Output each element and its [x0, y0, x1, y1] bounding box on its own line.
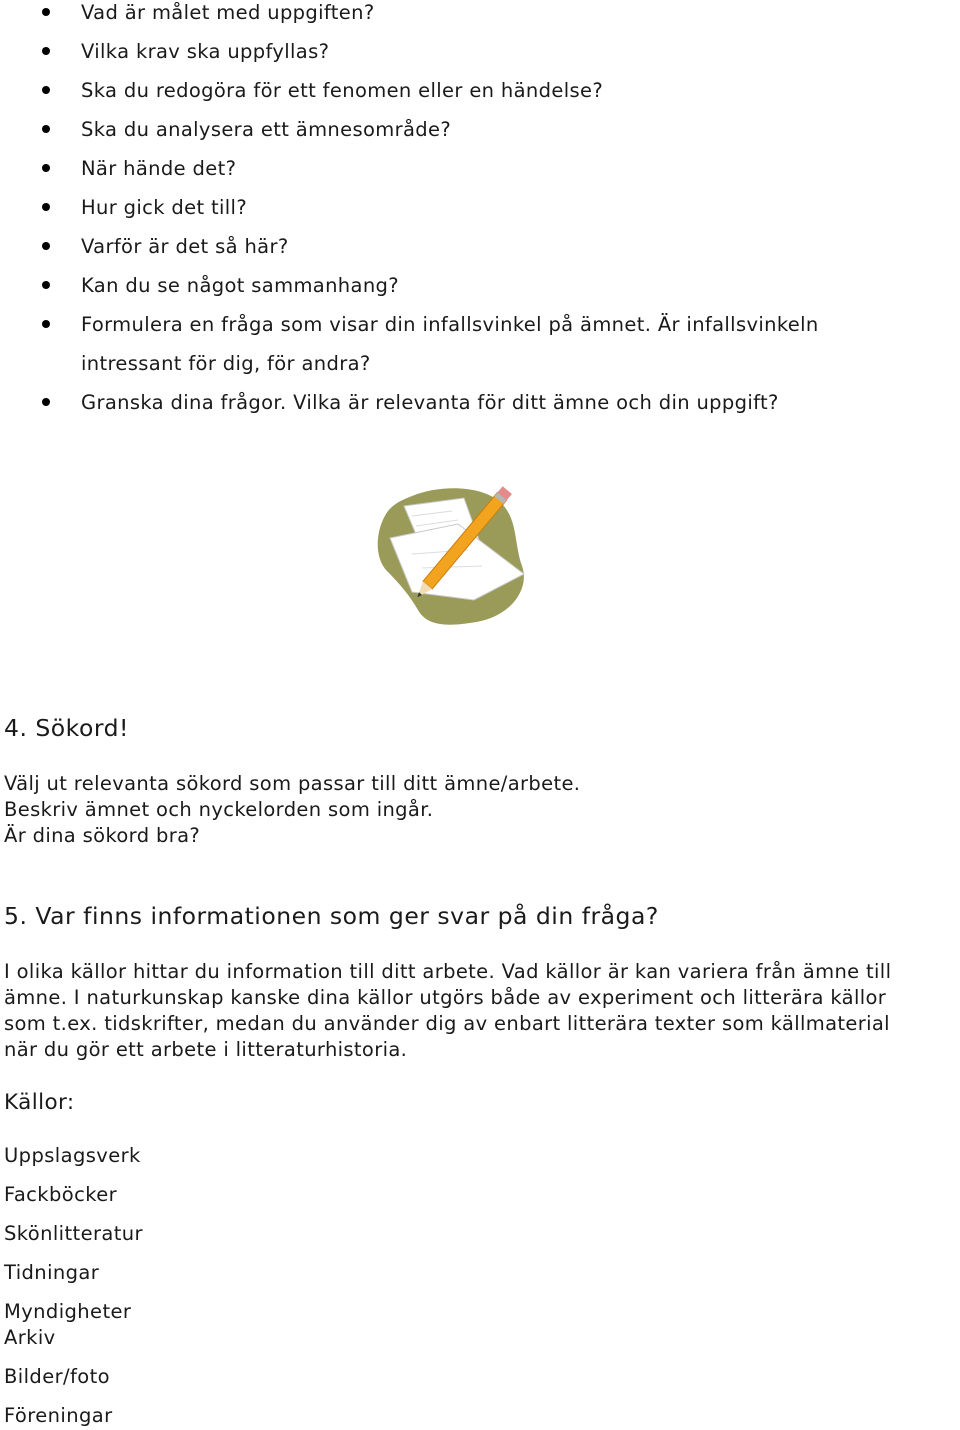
bullet-icon — [42, 47, 50, 55]
list-item-text: Granska dina frågor. Vilka är relevanta för ditt ämne och din uppgift? — [81, 391, 779, 414]
source-item: Bilder/foto — [4, 1365, 110, 1388]
list-item — [0, 266, 960, 305]
source-item: Myndigheter — [4, 1300, 132, 1323]
list-item — [0, 305, 960, 383]
list-item-text: Vilka krav ska uppfyllas? — [81, 40, 330, 63]
list-item — [0, 227, 960, 266]
section-5-heading: 5. Var finns informationen som ger svar på din fråga? — [4, 902, 659, 930]
list-item-text: Vad är målet med uppgiften? — [81, 1, 375, 24]
list-item — [0, 383, 960, 422]
pencil-and-paper-icon — [372, 484, 532, 629]
section-4-line: Är dina sökord bra? — [4, 824, 201, 847]
bullet-icon — [42, 8, 50, 16]
question-list — [0, 0, 960, 422]
list-item-text: När hände det? — [81, 157, 237, 180]
section-5-line: när du gör ett arbete i litteraturhistoria. — [4, 1038, 408, 1061]
list-item-text: Varför är det så här? — [81, 235, 289, 258]
source-item: Arkiv — [4, 1326, 56, 1349]
bullet-icon — [42, 242, 50, 250]
source-item: Uppslagsverk — [4, 1144, 141, 1167]
list-item-text: Kan du se något sammanhang? — [81, 274, 399, 297]
list-item — [0, 32, 960, 71]
section-5-line: ämne. I naturkunskap kanske dina källor utgörs både av experiment och litterära källor — [4, 986, 887, 1009]
bullet-icon — [42, 281, 50, 289]
section-4-heading: 4. Sökord! — [4, 714, 129, 742]
list-item — [0, 110, 960, 149]
list-item — [0, 149, 960, 188]
bullet-icon — [42, 125, 50, 133]
source-item: Föreningar — [4, 1404, 113, 1427]
list-item — [0, 0, 960, 32]
list-item-text: Formulera en fråga som visar din infallsvinkel på ämnet. Är infallsvinkeln intressant för dig, för andra? — [81, 313, 819, 375]
list-item-text: Hur gick det till? — [81, 196, 248, 219]
bullet-icon — [42, 398, 50, 406]
bullet-icon — [42, 86, 50, 94]
list-item — [0, 71, 960, 110]
source-item: Tidningar — [4, 1261, 100, 1284]
source-item: Fackböcker — [4, 1183, 118, 1206]
list-item-text: Ska du redogöra för ett fenomen eller en händelse? — [81, 79, 604, 102]
list-item — [0, 188, 960, 227]
section-4-line: Välj ut relevanta sökord som passar till ditt ämne/arbete. — [4, 772, 581, 795]
source-item: Skönlitteratur — [4, 1222, 143, 1245]
bullet-icon — [42, 203, 50, 211]
bullet-icon — [42, 320, 50, 328]
sources-label: Källor: — [4, 1090, 75, 1115]
list-item-text: Ska du analysera ett ämnesområde? — [81, 118, 452, 141]
section-4-line: Beskriv ämnet och nyckelorden som ingår. — [4, 798, 434, 821]
bullet-icon — [42, 164, 50, 172]
section-5-line: I olika källor hittar du information till ditt arbete. Vad källor är kan variera från ämne till — [4, 960, 892, 983]
section-5-line: som t.ex. tidskrifter, medan du använder dig av enbart litterära texter som källmaterial — [4, 1012, 890, 1035]
